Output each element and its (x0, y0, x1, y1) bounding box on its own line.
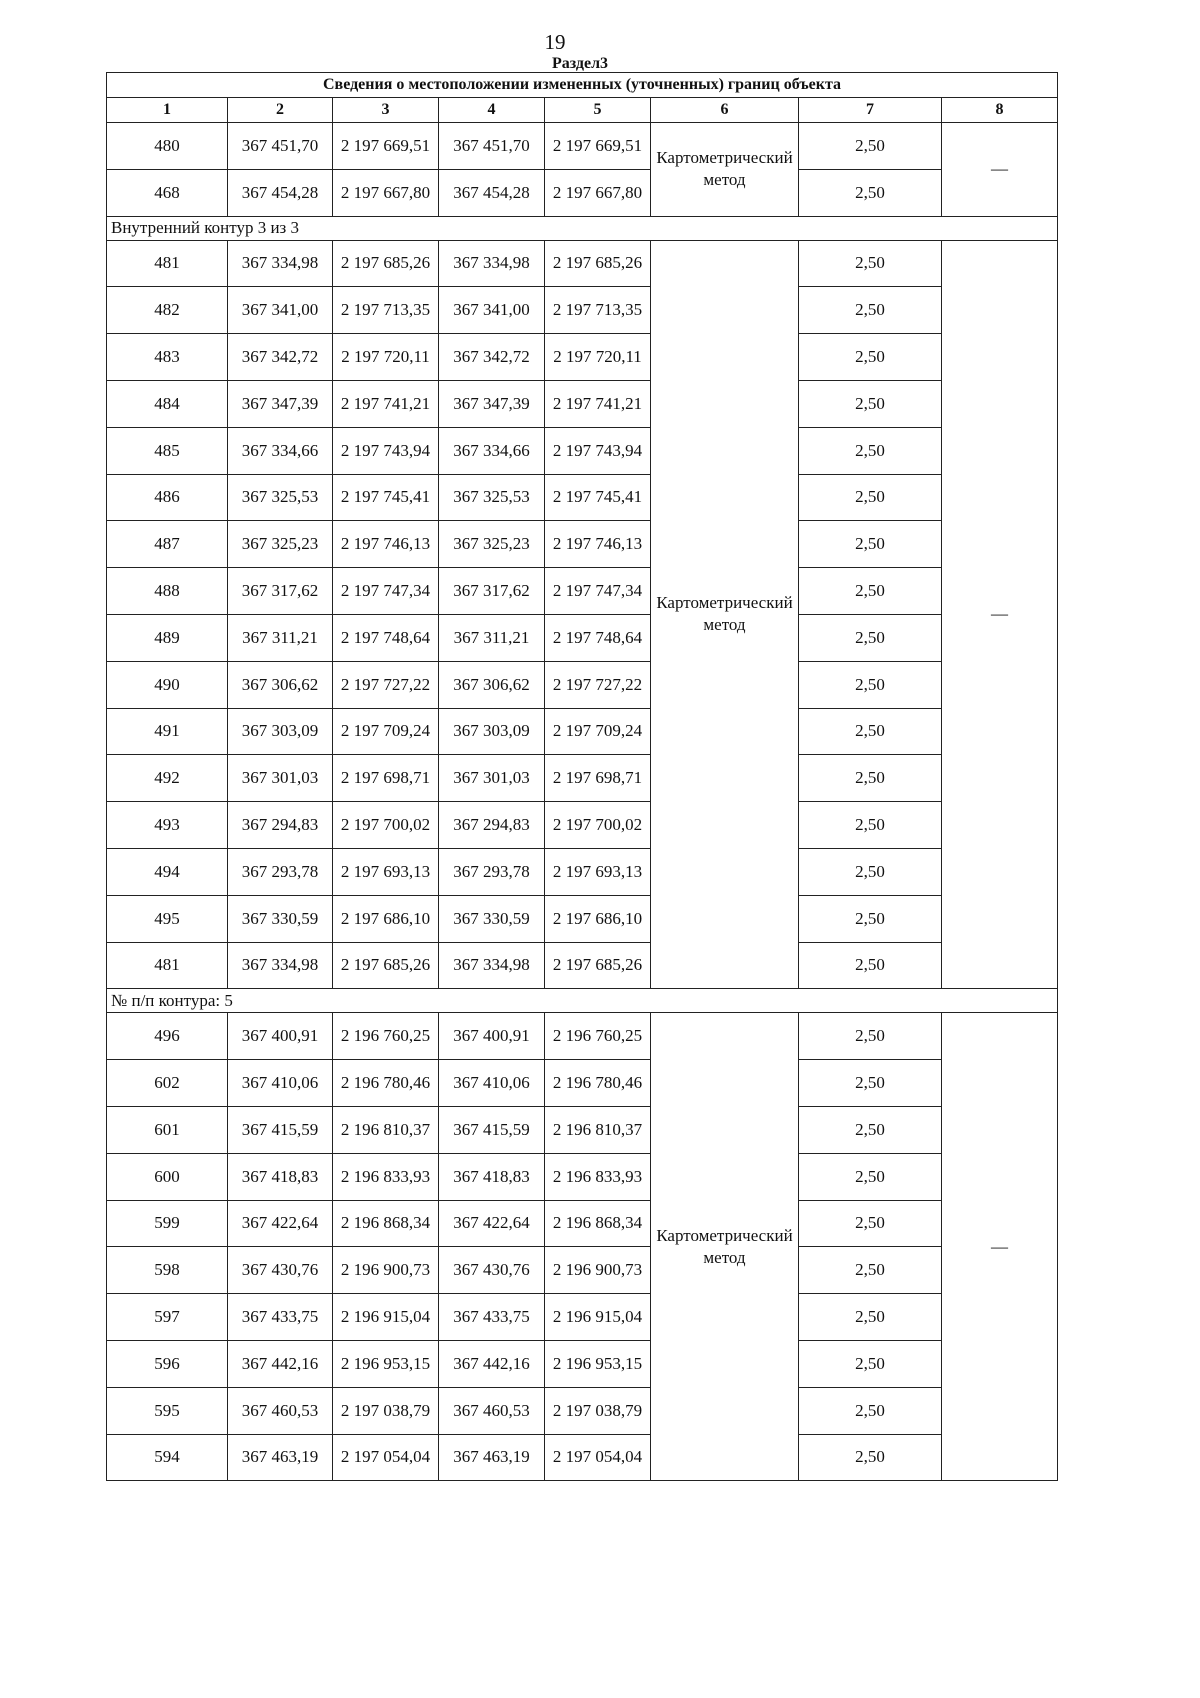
cell-accuracy: 2,50 (799, 427, 942, 474)
cell-x-new: 367 334,98 (439, 240, 545, 287)
cell-point: 485 (107, 427, 228, 474)
cell-point: 480 (107, 123, 228, 170)
cell-y-new: 2 197 720,11 (545, 334, 651, 381)
table-row (107, 380, 1058, 427)
cell-x-new: 367 330,59 (439, 895, 545, 942)
cell-y-old: 2 196 833,93 (333, 1153, 439, 1200)
cell-y-new: 2 197 747,34 (545, 568, 651, 615)
table-row (107, 895, 1058, 942)
cell-accuracy: 2,50 (799, 1434, 942, 1481)
cell-x-old: 367 325,53 (228, 474, 333, 521)
cell-y-new: 2 197 727,22 (545, 661, 651, 708)
cell-y-new: 2 197 743,94 (545, 427, 651, 474)
table-row (107, 287, 1058, 334)
cell-y-new: 2 197 038,79 (545, 1387, 651, 1434)
cell-point: 492 (107, 755, 228, 802)
cell-x-old: 367 311,21 (228, 614, 333, 661)
cell-x-new: 367 301,03 (439, 755, 545, 802)
cell-point: 602 (107, 1060, 228, 1107)
cell-x-old: 367 442,16 (228, 1340, 333, 1387)
cell-y-old: 2 197 709,24 (333, 708, 439, 755)
cell-y-new: 2 196 810,37 (545, 1106, 651, 1153)
cell-x-old: 367 334,98 (228, 240, 333, 287)
cell-x-old: 367 460,53 (228, 1387, 333, 1434)
column-number: 7 (799, 98, 942, 123)
cell-accuracy: 2,50 (799, 334, 942, 381)
cell-y-new: 2 197 685,26 (545, 240, 651, 287)
table-row (107, 1200, 1058, 1247)
table-row (107, 1340, 1058, 1387)
cell-y-old: 2 197 700,02 (333, 802, 439, 849)
cell-accuracy: 2,50 (799, 287, 942, 334)
cell-note: — (942, 1013, 1058, 1481)
boundary-coordinates-table (106, 72, 1058, 1481)
table-row (107, 568, 1058, 615)
cell-x-old: 367 433,75 (228, 1294, 333, 1341)
table-caption-row (107, 73, 1058, 98)
contour-label: Внутренний контур 3 из 3 (107, 216, 1058, 240)
table-row (107, 708, 1058, 755)
cell-accuracy: 2,50 (799, 1387, 942, 1434)
cell-point: 493 (107, 802, 228, 849)
cell-x-old: 367 303,09 (228, 708, 333, 755)
cell-y-old: 2 196 953,15 (333, 1340, 439, 1387)
cell-x-new: 367 303,09 (439, 708, 545, 755)
table-row (107, 427, 1058, 474)
cell-x-old: 367 342,72 (228, 334, 333, 381)
cell-y-old: 2 197 746,13 (333, 521, 439, 568)
table-row (107, 1153, 1058, 1200)
cell-point: 481 (107, 240, 228, 287)
cell-y-new: 2 196 868,34 (545, 1200, 651, 1247)
cell-accuracy: 2,50 (799, 568, 942, 615)
cell-point: 488 (107, 568, 228, 615)
cell-y-old: 2 197 748,64 (333, 614, 439, 661)
column-number: 1 (107, 98, 228, 123)
cell-y-old: 2 197 685,26 (333, 942, 439, 989)
cell-accuracy: 2,50 (799, 755, 942, 802)
cell-x-new: 367 317,62 (439, 568, 545, 615)
cell-x-new: 367 347,39 (439, 380, 545, 427)
cell-accuracy: 2,50 (799, 521, 942, 568)
cell-y-new: 2 197 746,13 (545, 521, 651, 568)
cell-x-old: 367 430,76 (228, 1247, 333, 1294)
cell-point: 490 (107, 661, 228, 708)
contour-header-row (107, 216, 1058, 240)
cell-point: 483 (107, 334, 228, 381)
cell-y-old: 2 197 698,71 (333, 755, 439, 802)
cell-y-old: 2 196 868,34 (333, 1200, 439, 1247)
cell-x-new: 367 341,00 (439, 287, 545, 334)
cell-point: 481 (107, 942, 228, 989)
cell-y-new: 2 196 760,25 (545, 1013, 651, 1060)
page-number: 19 (544, 30, 566, 54)
cell-point: 482 (107, 287, 228, 334)
cell-accuracy: 2,50 (799, 708, 942, 755)
cell-y-new: 2 197 685,26 (545, 942, 651, 989)
cell-y-new: 2 197 700,02 (545, 802, 651, 849)
cell-x-new: 367 454,28 (439, 169, 545, 216)
cell-point: 494 (107, 848, 228, 895)
cell-y-new: 2 197 713,35 (545, 287, 651, 334)
table-row (107, 614, 1058, 661)
cell-y-old: 2 196 900,73 (333, 1247, 439, 1294)
cell-x-old: 367 418,83 (228, 1153, 333, 1200)
cell-point: 601 (107, 1106, 228, 1153)
cell-accuracy: 2,50 (799, 1340, 942, 1387)
cell-x-old: 367 306,62 (228, 661, 333, 708)
table-row (107, 240, 1058, 287)
cell-y-new: 2 197 741,21 (545, 380, 651, 427)
table-row (107, 474, 1058, 521)
cell-point: 495 (107, 895, 228, 942)
cell-y-new: 2 197 748,64 (545, 614, 651, 661)
cell-x-old: 367 330,59 (228, 895, 333, 942)
cell-y-old: 2 197 727,22 (333, 661, 439, 708)
table-row (107, 334, 1058, 381)
cell-point: 491 (107, 708, 228, 755)
cell-x-new: 367 451,70 (439, 123, 545, 170)
cell-x-new: 367 342,72 (439, 334, 545, 381)
cell-x-new: 367 294,83 (439, 802, 545, 849)
cell-y-old: 2 196 780,46 (333, 1060, 439, 1107)
column-number: 5 (545, 98, 651, 123)
table-row (107, 123, 1058, 170)
cell-accuracy: 2,50 (799, 1106, 942, 1153)
cell-point: 597 (107, 1294, 228, 1341)
cell-y-old: 2 197 747,34 (333, 568, 439, 615)
cell-method: Картометрический метод (651, 240, 799, 989)
cell-accuracy: 2,50 (799, 1294, 942, 1341)
table-row (107, 848, 1058, 895)
cell-x-new: 367 325,53 (439, 474, 545, 521)
cell-y-old: 2 197 669,51 (333, 123, 439, 170)
cell-point: 487 (107, 521, 228, 568)
cell-point: 484 (107, 380, 228, 427)
table-row (107, 1013, 1058, 1060)
cell-y-new: 2 197 667,80 (545, 169, 651, 216)
cell-point: 596 (107, 1340, 228, 1387)
cell-y-new: 2 197 693,13 (545, 848, 651, 895)
cell-y-old: 2 197 693,13 (333, 848, 439, 895)
cell-x-old: 367 347,39 (228, 380, 333, 427)
contour-header-row (107, 989, 1058, 1013)
cell-accuracy: 2,50 (799, 802, 942, 849)
cell-y-new: 2 196 780,46 (545, 1060, 651, 1107)
cell-x-old: 367 317,62 (228, 568, 333, 615)
cell-point: 486 (107, 474, 228, 521)
cell-x-old: 367 400,91 (228, 1013, 333, 1060)
cell-y-old: 2 197 745,41 (333, 474, 439, 521)
cell-y-old: 2 197 720,11 (333, 334, 439, 381)
cell-x-old: 367 301,03 (228, 755, 333, 802)
cell-x-new: 367 334,66 (439, 427, 545, 474)
cell-accuracy: 2,50 (799, 380, 942, 427)
cell-accuracy: 2,50 (799, 1247, 942, 1294)
cell-x-old: 367 451,70 (228, 123, 333, 170)
cell-accuracy: 2,50 (799, 1013, 942, 1060)
cell-x-old: 367 293,78 (228, 848, 333, 895)
cell-y-new: 2 197 698,71 (545, 755, 651, 802)
cell-y-old: 2 196 760,25 (333, 1013, 439, 1060)
table-row (107, 1434, 1058, 1481)
table-row (107, 942, 1058, 989)
cell-point: 594 (107, 1434, 228, 1481)
cell-method: Картометрический метод (651, 1013, 799, 1481)
table-row (107, 521, 1058, 568)
cell-y-old: 2 197 054,04 (333, 1434, 439, 1481)
cell-x-new: 367 311,21 (439, 614, 545, 661)
cell-accuracy: 2,50 (799, 123, 942, 170)
section-title: Раздел3 (551, 55, 609, 72)
cell-y-new: 2 196 915,04 (545, 1294, 651, 1341)
cell-x-new: 367 430,76 (439, 1247, 545, 1294)
cell-accuracy: 2,50 (799, 848, 942, 895)
cell-accuracy: 2,50 (799, 614, 942, 661)
cell-x-new: 367 433,75 (439, 1294, 545, 1341)
cell-x-old: 367 454,28 (228, 169, 333, 216)
column-number: 2 (228, 98, 333, 123)
cell-x-new: 367 334,98 (439, 942, 545, 989)
cell-y-new: 2 196 900,73 (545, 1247, 651, 1294)
cell-x-new: 367 325,23 (439, 521, 545, 568)
cell-x-old: 367 463,19 (228, 1434, 333, 1481)
column-number-row (107, 98, 1058, 123)
cell-x-new: 367 410,06 (439, 1060, 545, 1107)
cell-accuracy: 2,50 (799, 942, 942, 989)
contour-label: № п/п контура: 5 (107, 989, 1058, 1013)
cell-x-new: 367 293,78 (439, 848, 545, 895)
cell-point: 468 (107, 169, 228, 216)
cell-x-new: 367 442,16 (439, 1340, 545, 1387)
table-row (107, 1247, 1058, 1294)
cell-x-old: 367 415,59 (228, 1106, 333, 1153)
cell-note: — (942, 123, 1058, 217)
table-row (107, 1106, 1058, 1153)
table-row (107, 1060, 1058, 1107)
cell-point: 595 (107, 1387, 228, 1434)
cell-y-old: 2 196 810,37 (333, 1106, 439, 1153)
cell-point: 599 (107, 1200, 228, 1247)
cell-y-old: 2 197 686,10 (333, 895, 439, 942)
table-row (107, 802, 1058, 849)
table-row (107, 169, 1058, 216)
cell-note: — (942, 240, 1058, 989)
cell-y-new: 2 196 953,15 (545, 1340, 651, 1387)
cell-y-new: 2 197 669,51 (545, 123, 651, 170)
table-row (107, 661, 1058, 708)
cell-x-new: 367 415,59 (439, 1106, 545, 1153)
cell-accuracy: 2,50 (799, 1153, 942, 1200)
table-row (107, 755, 1058, 802)
cell-y-old: 2 197 667,80 (333, 169, 439, 216)
cell-x-new: 367 422,64 (439, 1200, 545, 1247)
cell-accuracy: 2,50 (799, 169, 942, 216)
cell-x-new: 367 463,19 (439, 1434, 545, 1481)
cell-x-old: 367 294,83 (228, 802, 333, 849)
cell-x-old: 367 334,66 (228, 427, 333, 474)
cell-x-new: 367 418,83 (439, 1153, 545, 1200)
cell-y-old: 2 197 685,26 (333, 240, 439, 287)
cell-x-old: 367 341,00 (228, 287, 333, 334)
cell-x-new: 367 460,53 (439, 1387, 545, 1434)
cell-y-old: 2 197 038,79 (333, 1387, 439, 1434)
table-caption: Сведения о местоположении измененных (уточненных) границ объекта (107, 73, 1058, 98)
cell-x-old: 367 334,98 (228, 942, 333, 989)
cell-accuracy: 2,50 (799, 1060, 942, 1107)
cell-point: 496 (107, 1013, 228, 1060)
cell-point: 489 (107, 614, 228, 661)
cell-y-old: 2 197 713,35 (333, 287, 439, 334)
cell-y-old: 2 197 741,21 (333, 380, 439, 427)
cell-accuracy: 2,50 (799, 1200, 942, 1247)
cell-point: 600 (107, 1153, 228, 1200)
table-row (107, 1294, 1058, 1341)
cell-y-new: 2 197 054,04 (545, 1434, 651, 1481)
cell-x-new: 367 306,62 (439, 661, 545, 708)
table-row (107, 1387, 1058, 1434)
cell-y-new: 2 196 833,93 (545, 1153, 651, 1200)
cell-y-new: 2 197 709,24 (545, 708, 651, 755)
cell-method: Картометрический метод (651, 123, 799, 217)
cell-x-new: 367 400,91 (439, 1013, 545, 1060)
cell-y-old: 2 196 915,04 (333, 1294, 439, 1341)
cell-x-old: 367 422,64 (228, 1200, 333, 1247)
column-number: 8 (942, 98, 1058, 123)
cell-y-new: 2 197 686,10 (545, 895, 651, 942)
cell-y-new: 2 197 745,41 (545, 474, 651, 521)
column-number: 4 (439, 98, 545, 123)
column-number: 3 (333, 98, 439, 123)
cell-x-old: 367 325,23 (228, 521, 333, 568)
cell-accuracy: 2,50 (799, 240, 942, 287)
cell-accuracy: 2,50 (799, 474, 942, 521)
cell-accuracy: 2,50 (799, 895, 942, 942)
cell-x-old: 367 410,06 (228, 1060, 333, 1107)
cell-accuracy: 2,50 (799, 661, 942, 708)
column-number: 6 (651, 98, 799, 123)
cell-y-old: 2 197 743,94 (333, 427, 439, 474)
cell-point: 598 (107, 1247, 228, 1294)
